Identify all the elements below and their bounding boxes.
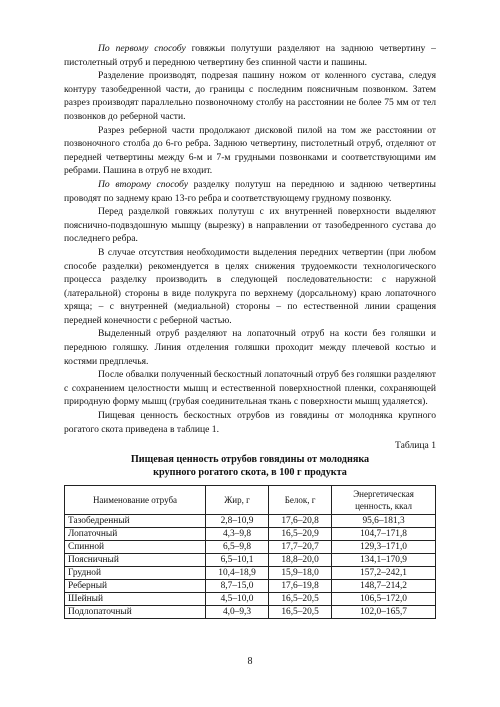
fat-cell: 4,0–9,3	[205, 606, 268, 619]
fat-cell: 6,5–10,1	[205, 554, 268, 567]
energy-cell: 148,7–214,2	[332, 580, 436, 593]
paragraph-text: Выделенный отруб разделяют на лопаточный отруб на кости без голяшки и переднюю голяшку. Линия отделения голяшки проходит между плечевой костью и костями предплечья.	[64, 328, 436, 367]
cut-name-cell: Лопаточный	[65, 528, 206, 541]
paragraph	[64, 205, 436, 246]
table-caption: Таблица 1	[394, 440, 436, 452]
paragraph-text: Перед разделкой говяжьих полутуш с их внутренней поверхности выделяют пояснично-подвздошную мышцу (вырезку) в направлении от тазобедренного сустава до последнего ребра.	[64, 206, 436, 245]
paragraph-text: Пищевая ценность бескостных отрубов из говядины от молодняка крупного рогатого скота приведена в таблице 1.	[64, 410, 436, 435]
paragraph	[64, 178, 436, 205]
page-number: 8	[247, 656, 253, 667]
paragraph	[64, 327, 436, 368]
header-fat: Жир, г	[205, 486, 268, 515]
fat-cell: 6,5–9,8	[205, 541, 268, 554]
energy-cell: 104,7–171,8	[332, 528, 436, 541]
table-row	[65, 593, 436, 606]
energy-cell: 95,6–181,3	[332, 515, 436, 528]
energy-cell: 134,1–170,9	[332, 554, 436, 567]
protein-cell: 16,5–20,9	[269, 528, 332, 541]
paragraph	[64, 246, 436, 328]
cut-name-cell: Реберный	[65, 580, 206, 593]
energy-cell: 157,2–242,1	[332, 567, 436, 580]
cut-name-cell: Шейный	[65, 593, 206, 606]
header-protein: Белок, г	[269, 486, 332, 515]
paragraph	[64, 69, 436, 123]
protein-cell: 17,6–19,8	[269, 580, 332, 593]
energy-cell: 102,0–165,7	[332, 606, 436, 619]
table-row	[65, 567, 436, 580]
table-row	[65, 541, 436, 554]
paragraph-text: разделку полутуш на переднюю и заднюю четвертины проводят по заднему краю 13-го ребра и соответствующему грудному позвонку.	[64, 178, 436, 204]
protein-cell: 17,7–20,7	[269, 541, 332, 554]
nutrition-table	[64, 485, 436, 619]
header-energy: Энергетическая ценность, ккал	[332, 486, 436, 515]
table-row	[65, 580, 436, 593]
paragraph-text: говяжьи полутуши разделяют на заднюю четвертину – пистолетный отруб и переднюю четвертину без спинной части и пашины.	[64, 43, 436, 68]
table-body	[65, 515, 436, 619]
header-cut-name: Наименование отруба	[65, 486, 206, 515]
fat-cell: 8,7–15,0	[205, 580, 268, 593]
body-text	[64, 42, 436, 436]
fat-cell: 4,3–9,8	[205, 528, 268, 541]
paragraph	[64, 42, 436, 69]
table-title-line-1: Пищевая ценность отрубов говядины от молодняка	[130, 454, 370, 466]
protein-cell: 16,5–20,5	[269, 606, 332, 619]
paragraph-text: Разрез реберной части продолжают дисковой пилой на том же расстоянии от позвоночного столба до 6-го ребра. Заднюю четвертину, пистолетный отруб, отделяют от передней четвертины между 6-м и 7-м грудными позвонками и соответствующими им ребрами. Пашина в отруб не входит.	[64, 124, 436, 177]
energy-cell: 106,5–172,0	[332, 593, 436, 606]
cut-name-cell: Грудной	[65, 567, 206, 580]
cut-name-cell: Подлопаточный	[65, 606, 206, 619]
table-row	[65, 554, 436, 567]
paragraph-text: После обвалки полученный бескостный лопаточный отруб без голяшки разделяют с сохранением целостности мышц и естественной поверхностной пленки, сохраняющей природную форму мышц (грубая соединительная ткань с поверхности мышц удаляется).	[64, 369, 436, 408]
table-title-line-2: крупного рогатого скота, в 100 г продукта	[153, 467, 347, 479]
cut-name-cell: Спинной	[65, 541, 206, 554]
table-row	[65, 528, 436, 541]
fat-cell: 10,4–18,9	[205, 567, 268, 580]
paragraph	[64, 124, 436, 178]
protein-cell: 15,9–18,0	[269, 567, 332, 580]
paragraph-lead-italic: По второму способу	[98, 178, 188, 190]
cut-name-cell: Поясничный	[65, 554, 206, 567]
cut-name-cell: Тазобедренный	[65, 515, 206, 528]
protein-cell: 17,6–20,8	[269, 515, 332, 528]
fat-cell: 2,8–10,9	[205, 515, 268, 528]
table-row	[65, 515, 436, 528]
table-title	[64, 453, 436, 479]
paragraph	[64, 368, 436, 409]
paragraph	[64, 409, 436, 436]
paragraph-lead-italic: По первому способу	[98, 43, 186, 54]
protein-cell: 16,5–20,5	[269, 593, 332, 606]
fat-cell: 4,5–10,0	[205, 593, 268, 606]
protein-cell: 18,8–20,0	[269, 554, 332, 567]
paragraph-text: Разделение производят, подрезая пашину ножом от коленного сустава, следуя контуру тазобедренной части, до границы с последним поясничным позвонком. Затем разрез производят параллельно позвоночному столбу на расстоянии не более 75 мм от тел позвонков до реберной части.	[64, 70, 436, 122]
energy-cell: 129,3–171,0	[332, 541, 436, 554]
table-row	[65, 606, 436, 619]
paragraph-text: В случае отсутствия необходимости выделения передних четвертин (при любом способе разделки) рекомендуется в целях снижения трудоемкости технологического процесса разделку производить в следующей последовательности: с наружной (латеральной) стороны в виде полукруга по верхнему (дорсальному) краю лопаточного хряща; – с внутренней (медиальной) стороны – по естественной линии сращения передней конечности с реберной частью.	[64, 246, 436, 326]
table-header-row	[65, 486, 436, 515]
